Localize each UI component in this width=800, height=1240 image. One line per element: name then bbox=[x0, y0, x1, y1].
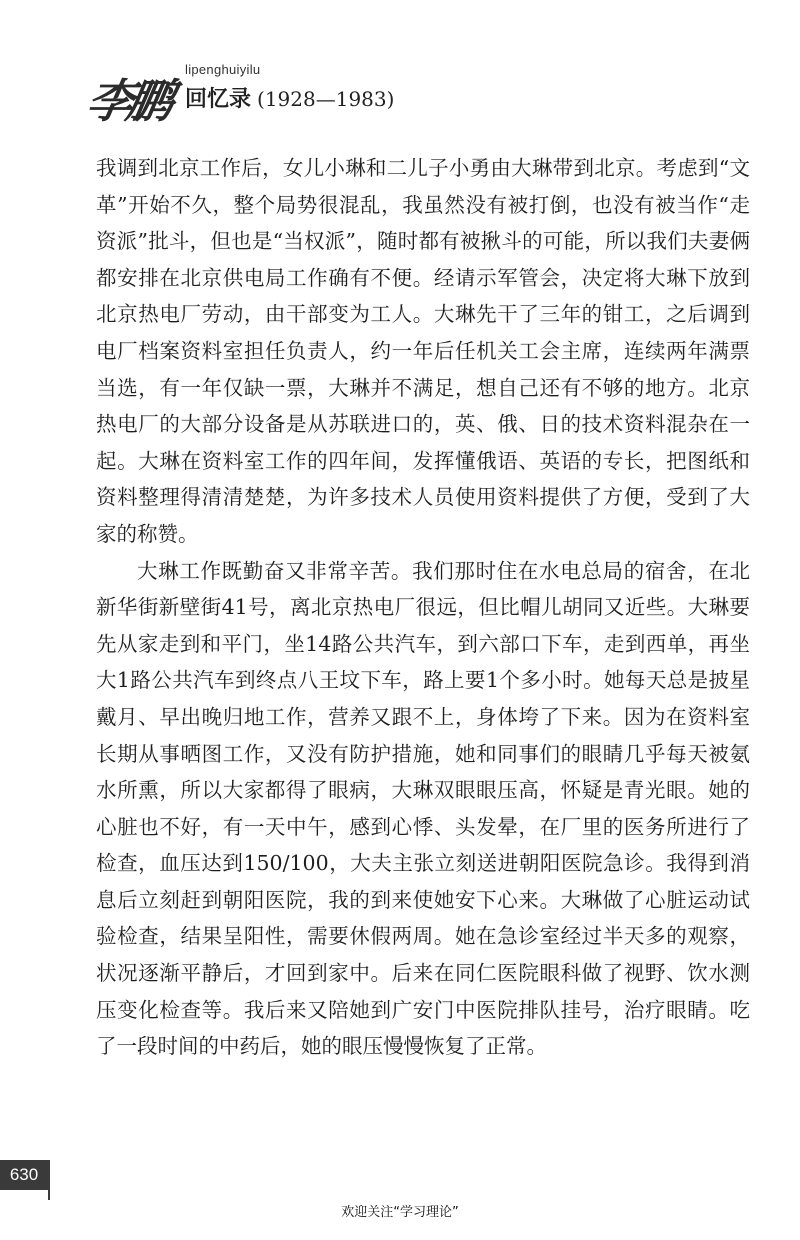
book-title-text: 回忆录 bbox=[185, 86, 252, 112]
paragraph: 大琳工作既勤奋又非常辛苦。我们那时住在水电总局的宿舍，在北新华街新壁街41号，离北京热电厂很远，但比帽儿胡同又近些。大琳要先从家走到和平门，坐14路公共汽车，到六部口下车，走到西单，再坐大1路公共汽车到终点八王坟下车，路上要1个多小时。她每天总是披星戴月、早出晚归地工作，营养又跟不上，身体垮了下来。因为在资料室长期从事晒图工作，又没有防护措施，她和同事们的眼睛几乎每天被氨水所熏，所以大家都得了眼病，大琳双眼眼压高，怀疑是青光眼。她的心脏也不好，有一天中午，感到心悸、头发晕，在厂里的医务所进行了检查，血压达到150/100，大夫主张立刻送进朝阳医院急诊。我得到消息后立刻赶到朝阳医院，我的到来使她安下心来。大琳做了心脏运动试验检查，结果呈阳性，需要休假两周。她在急诊室经过半天多的观察，状况逐渐平静后，才回到家中。后来在同仁医院眼科做了视野、饮水测压变化检查等。我后来又陪她到广安门中医院排队挂号，治疗眼睛。吃了一段时间的中药后，她的眼压慢慢恢复了正常。 bbox=[96, 558, 750, 1059]
paragraph: 我调到北京工作后，女儿小琳和二儿子小勇由大琳带到北京。考虑到“文革”开始不久，整个局势很混乱，我虽然没有被打倒，也没有被当作“走资派”批斗，但也是“当权派”，随时都有被揪斗的可能，所以我们夫妻俩都安排在北京供电局工作确有不便。经请示军管会，决定将大琳下放到北京热电厂劳动，由干部变为工人。大琳先干了三年的钳工，之后调到电厂档案资料室担任负责人，约一年后任机关工会主席，连续两年满票当选，有一年仅缺一票，大琳并不满足，想自己还有不够的地方。北京热电厂的大部分设备是从苏联进口的，英、俄、日的技术资料混杂在一起。大琳在资料室工作的四年间，发挥懂俄语、英语的专长，把图纸和资料整理得清清楚楚，为许多技术人员使用资料提供了方便，受到了大家的称赞。 bbox=[96, 156, 750, 546]
book-title bbox=[185, 82, 394, 113]
page-body bbox=[96, 150, 750, 1065]
author-signature-logo: 李鹏 bbox=[82, 74, 173, 128]
book-years: (1928—1983) bbox=[257, 87, 395, 111]
book-header bbox=[70, 60, 730, 130]
footer-text: 欢迎关注“学习理论” bbox=[341, 1205, 459, 1220]
page-number-rule bbox=[48, 1160, 50, 1200]
page-number: 630 bbox=[0, 1160, 48, 1190]
header-pinyin: lipenghuiyilu bbox=[185, 62, 261, 77]
